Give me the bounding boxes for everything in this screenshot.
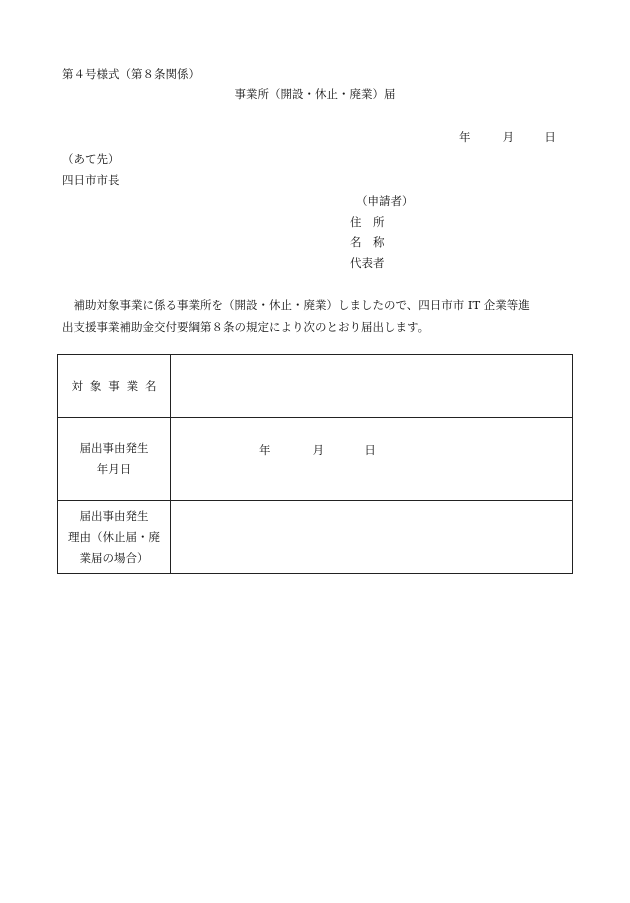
applicant-block [350,191,414,273]
occurrence-reason-field[interactable] [171,501,573,574]
target-business-label: 対象事業名 [58,355,171,418]
occurrence-date-label: 届出事由発生 年月日 [58,418,171,501]
occurrence-date-ymd [259,442,376,458]
table-row [58,355,573,418]
target-business-field[interactable] [171,355,573,418]
applicant-representative-label: 代表者 [350,255,385,270]
occurrence-date-field[interactable] [171,418,573,501]
body-line-2: 出支援事業補助金交付要綱第８条の規定により次のとおり届出します。 [62,320,430,334]
table-row [58,501,573,574]
applicant-address-label: 住 所 [350,214,385,229]
document-title: 事業所（開設・休止・廃業）届 [234,87,396,101]
body-line-1: 補助対象事業に係る事業所を（開設・休止・廃業）しましたので、四日市市 IT 企業等進 [73,298,530,312]
applicant-title: （申請者） [356,194,414,208]
notification-table [57,354,573,574]
occurrence-month: 月 [312,443,325,457]
date-year: 年 [459,130,471,144]
form-number: 第４号様式（第８条関係） [62,67,200,81]
date-month: 月 [502,130,515,144]
occurrence-day: 日 [364,443,376,457]
date-day: 日 [544,130,556,144]
table-row [58,418,573,501]
addressee-label: （あて先） [62,152,120,166]
applicant-name-label: 名 称 [350,235,385,249]
occurrence-reason-label: 届出事由発生 理由（休止届・廃 業届の場合） [58,501,171,574]
addressee-name: 四日市市長 [62,173,120,187]
body-paragraph [62,294,572,338]
submission-date [459,129,556,145]
occurrence-year: 年 [259,443,271,457]
